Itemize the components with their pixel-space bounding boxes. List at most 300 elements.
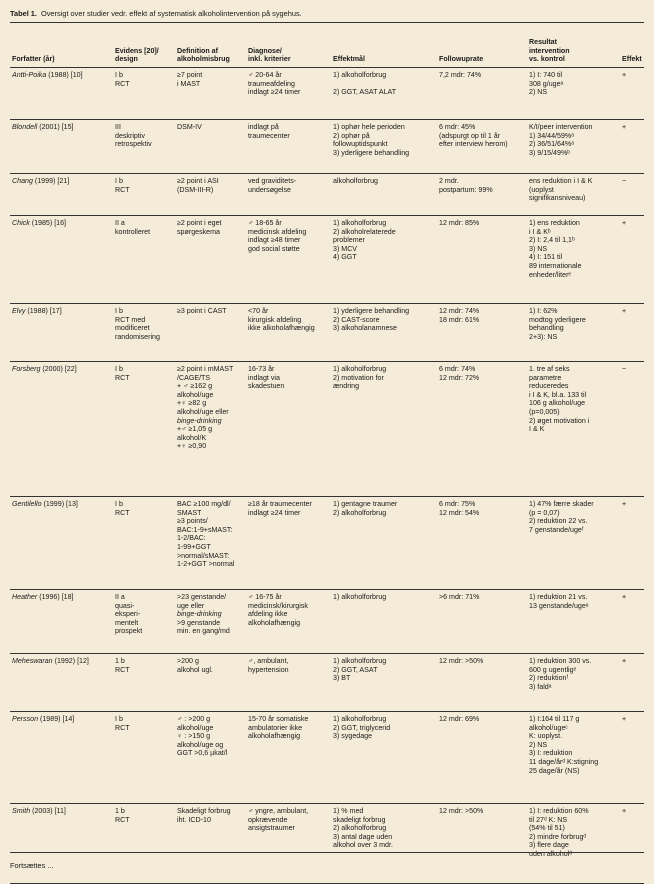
cell-line: i I & Kᵇ [529, 227, 551, 236]
cell-line: retrospektiv [115, 140, 152, 149]
cell-line: ≥2 point i mMAST [177, 365, 234, 373]
endpoints-cell [331, 120, 437, 174]
cell-line: 1) ens reduktion [529, 219, 580, 227]
cell-line: spørgeskema [177, 227, 220, 236]
author-cell [10, 68, 113, 120]
table-label: Tabel 1. [10, 9, 37, 18]
col-endpoints-header [331, 26, 437, 68]
studies-table [10, 26, 644, 884]
header-text: Effekt [622, 55, 642, 64]
cell-line: 1) 34/44/59%ᵃ [529, 131, 574, 140]
diagnosis-cell [246, 804, 331, 884]
effect-cell: ~ [620, 362, 644, 497]
followup-cell [437, 68, 527, 120]
cell-line: 1-99+GGT [177, 542, 211, 551]
cell-line: parametre [529, 373, 562, 382]
cell-line: alkohol/uge [177, 390, 214, 399]
cell-line: opkrævende [248, 815, 288, 824]
cell-line: 3) NS [529, 244, 548, 253]
diagnosis-cell [246, 497, 331, 590]
followup-cell [437, 804, 527, 884]
cell-line: +♀ ≥82 g [177, 399, 207, 408]
endpoints-cell [331, 590, 437, 654]
effect-cell: + [620, 68, 644, 120]
table-row [10, 712, 644, 804]
result-cell [527, 590, 620, 654]
cell-line: 2) GGT, triglycerid [333, 723, 391, 732]
cell-line: eksperi- [115, 610, 141, 619]
cell-line: postpartum: 99% [439, 185, 493, 194]
cell-line: 15-70 år somatiske [248, 715, 309, 723]
cell-line: RCT [115, 508, 130, 517]
cell-line: randomisering [115, 332, 160, 341]
cell-line: 7 genstande/ugeᶠ [529, 525, 584, 534]
cell-line: 12 mdr: 74% [439, 307, 480, 315]
col-result-header [527, 26, 620, 68]
cell-line: RCT [115, 373, 130, 382]
cell-line: uden alkoholᵈ [529, 849, 572, 858]
cell-line: SMAST [177, 508, 202, 517]
cell-line: i MAST [177, 79, 201, 88]
diagnosis-cell [246, 120, 331, 174]
author-cell [10, 120, 113, 174]
table-row [10, 362, 644, 497]
cell-line: 4) GGT [333, 253, 357, 262]
endpoints-cell [331, 497, 437, 590]
author-year-ref: (1988) [17] [25, 307, 62, 315]
cell-line: traumeafdeling [248, 79, 295, 88]
cell-line: <70 år [248, 307, 269, 315]
cell-line: followuptidspunkt [333, 140, 388, 149]
cell-line: I b [115, 307, 123, 315]
cell-line: I b [115, 715, 123, 723]
table-row [10, 174, 644, 216]
cell-line: ≥2 point i ASI [177, 177, 219, 185]
evidence-cell [113, 304, 175, 362]
author-year-ref: (1989) [14] [38, 715, 75, 723]
cell-line: ♀ : >150 g [177, 732, 211, 741]
cell-line: 6 mdr: 75% [439, 500, 476, 508]
followup-cell [437, 712, 527, 804]
author-name: Forsberg [12, 365, 41, 373]
cell-line: 3) faldᵃ [529, 682, 552, 691]
definition-cell [175, 362, 246, 497]
author-cell [10, 304, 113, 362]
author-name: Gentilello [12, 500, 42, 508]
cell-line: undersøgelse [248, 185, 291, 194]
header-text: Followuprate [439, 55, 484, 64]
table-row [10, 68, 644, 120]
cell-line: enheder/literᵉ [529, 270, 572, 279]
cell-line: alkohol/uge og [177, 740, 224, 749]
cell-line: 1 b [115, 657, 125, 665]
cell-line: 12 mdr: 54% [439, 508, 480, 517]
cell-line: II a [115, 219, 125, 227]
effect-cell: + [620, 497, 644, 590]
diagnosis-cell [246, 712, 331, 804]
cell-line: binge-drinking [177, 610, 222, 619]
evidence-cell [113, 174, 175, 216]
cell-line: RCT [115, 79, 130, 88]
author-year-ref: (1985) [16] [29, 219, 67, 227]
effect-cell: − [620, 174, 644, 216]
author-cell [10, 497, 113, 590]
cell-line: alkohol ugl. [177, 665, 213, 674]
cell-line: DSM-IV [177, 123, 202, 131]
author-name: Meheswaran [12, 657, 53, 665]
definition-cell [175, 120, 246, 174]
cell-line: ♂ : >200 g [177, 715, 211, 723]
cell-line: kontrolleret [115, 227, 151, 236]
cell-line: 7,2 mdr: 74% [439, 71, 482, 79]
cell-line: alkohol/ugeᶜ [529, 723, 568, 732]
author-name: Antti-Poika [12, 71, 47, 79]
cell-line: ansigtstraumer [248, 824, 295, 833]
cell-line: god social støtte [248, 244, 300, 253]
cell-line: 1) I: 62% [529, 307, 558, 315]
followup-cell [437, 362, 527, 497]
cell-line: 1) alkoholforbrug [333, 71, 387, 79]
cell-line: 12 mdr: 85% [439, 219, 480, 227]
endpoints-cell [331, 174, 437, 216]
cell-line: 1) alkoholforbrug [333, 657, 387, 665]
table-caption [10, 9, 302, 18]
cell-line: ♂, ambulant, [248, 657, 289, 665]
cell-line: 12 mdr: 69% [439, 715, 480, 723]
cell-line: ens reduktion i I & K [529, 177, 593, 185]
cell-line: ikke alkoholafhængig [248, 324, 315, 333]
cell-line: RCT [115, 665, 130, 674]
col-effect-header [620, 26, 644, 68]
cell-line: ændring [333, 382, 360, 391]
result-cell [527, 174, 620, 216]
cell-line: 1) alkoholforbrug [333, 219, 387, 227]
top-rule [10, 22, 644, 23]
cell-line: >9 genstande [177, 618, 221, 627]
endpoints-cell [331, 304, 437, 362]
followup-cell [437, 304, 527, 362]
author-cell [10, 712, 113, 804]
definition-cell [175, 304, 246, 362]
table-row [10, 216, 644, 304]
cell-line: modtog yderligere [529, 315, 586, 324]
header-text: Definition af [177, 46, 218, 55]
cell-line: 3) flere dage [529, 841, 569, 850]
cell-line: modificeret [115, 324, 150, 333]
header-text: Diagnose/ [248, 46, 282, 55]
endpoints-cell [331, 712, 437, 804]
cell-line: 1) alkoholforbrug [333, 593, 387, 601]
header-text: alkoholmisbrug [177, 55, 230, 64]
cell-line: (DSM-III-R) [177, 185, 214, 194]
cell-line: >200 g [177, 657, 199, 665]
cell-line: 2) GGT, ASAT [333, 665, 378, 674]
cell-line: ≥3 point i CAST [177, 307, 227, 315]
cell-line: >23 genstande/ [177, 593, 227, 601]
definition-cell [175, 804, 246, 884]
cell-line: (54% til 51) [529, 824, 565, 833]
cell-line: I & K [529, 425, 545, 434]
author-year-ref: (1999) [13] [41, 500, 78, 508]
cell-line: (uoplyst [529, 185, 554, 194]
cell-line: kirurgisk afdeling [248, 315, 302, 324]
cell-line: ♂ 18-65 år [248, 219, 282, 227]
cell-line: 1) ophør hele perioden [333, 123, 405, 131]
cell-line: 2) 36/51/64%ᵃ [529, 140, 574, 149]
evidence-cell [113, 216, 175, 304]
cell-line: ≥2 point i eget [177, 219, 222, 227]
result-cell [527, 654, 620, 712]
author-name: Elvy [12, 307, 26, 315]
cell-line: ♂ 16-75 år [248, 593, 282, 601]
cell-line: ≥3 points/ [177, 517, 208, 526]
cell-line: 13 genstande/ugeᵃ [529, 601, 589, 610]
cell-line: 1-2/BAC: [177, 534, 206, 543]
cell-line: 12 mdr: >50% [439, 657, 484, 665]
cell-line: 1) yderligere behandling [333, 307, 410, 315]
cell-line: 308 g/ugeᵃ [529, 79, 564, 88]
cell-line: BAC:1-9+sMAST: [177, 525, 233, 534]
diagnosis-cell [246, 216, 331, 304]
header-text: inkl. kriterier [248, 55, 291, 64]
cell-line: III [115, 123, 121, 131]
author-year-ref: (2000) [22] [40, 365, 77, 373]
author-year-ref: (2001) [15] [37, 123, 74, 131]
author-cell [10, 216, 113, 304]
cell-line: 2) øget motivation i [529, 416, 590, 425]
cell-line: 1) reduktion 21 vs. [529, 593, 588, 601]
cell-line: 2) alkoholrelaterede [333, 227, 396, 236]
cell-line: indlagt på [248, 123, 279, 131]
cell-line: 1) % med [333, 807, 364, 815]
cell-line: 1) I: 740 til [529, 71, 563, 79]
cell-line: i I & K, bl.a. 133 til [529, 390, 587, 399]
cell-line: 1) 47% færre skader [529, 500, 594, 508]
cell-line: 1) I: reduktion 60% [529, 807, 589, 815]
cell-line: mentelt [115, 618, 139, 627]
cell-line: binge-drinking [177, 416, 222, 425]
cell-line: alkohol/uge [177, 723, 214, 732]
author-year-ref: (2003) [11] [30, 807, 66, 815]
col-definition-header [175, 26, 246, 68]
author-name: Smith [12, 807, 31, 815]
cell-line: 11 dage/årᵈ K:stigning [529, 757, 599, 766]
author-year-ref: (1999) [21] [32, 177, 70, 185]
effect-cell: + [620, 654, 644, 712]
cell-line: ♂ yngre, ambulant, [248, 807, 309, 815]
cell-line: K/I/peer intervention [529, 123, 593, 131]
result-cell [527, 120, 620, 174]
header-text: Evidens [20]/ [115, 46, 159, 55]
cell-line: I b [115, 500, 123, 508]
effect-cell: + [620, 216, 644, 304]
cell-line: 25 dage/år (NS) [529, 766, 580, 775]
table-title: Oversigt over studier vedr. effekt af systematisk alkoholintervention på sygehus. [40, 9, 302, 18]
cell-line: +♀ ≥0,90 [177, 442, 207, 451]
header-text: vs. kontrol [529, 55, 565, 64]
cell-line: RCT [115, 185, 130, 194]
cell-line: 2) reduktion 22 vs. [529, 517, 588, 526]
cell-line: I b [115, 365, 123, 373]
cell-line: GGT >0,6 µkat/l [177, 749, 228, 758]
cell-line: 2) GGT, ASAT ALAT [333, 88, 397, 97]
table-body [10, 68, 644, 884]
cell-line: 2) NS [529, 88, 548, 97]
cell-line: ♂ 20-64 år [248, 71, 282, 79]
table-row [10, 654, 644, 712]
cell-line: 3) MCV [333, 244, 358, 253]
author-year-ref: (1996) [18] [37, 593, 74, 601]
cell-line: indlagt ≥48 timer [248, 236, 301, 245]
cell-line: 1) I:164 til 117 g [529, 715, 580, 723]
cell-line: (p=0,005) [529, 407, 560, 416]
effect-cell: + [620, 804, 644, 884]
evidence-cell [113, 362, 175, 497]
author-name: Heather [12, 593, 38, 601]
cell-line: 3) alkoholanamnese [333, 324, 397, 333]
cell-line: traumecenter [248, 131, 290, 140]
cell-line: 16-73 år [248, 365, 275, 373]
definition-cell [175, 590, 246, 654]
col-followup-header [437, 26, 527, 68]
col-evidence-header [113, 26, 175, 68]
cell-line: til 27ᵈ K: NS [529, 815, 568, 824]
cell-line: 1. tre af seks [529, 365, 570, 373]
endpoints-cell [331, 216, 437, 304]
cell-line: 1-2+GGT >normal [177, 560, 235, 569]
header-text: design [115, 55, 138, 64]
cell-line: alkoholforbrug [333, 177, 378, 185]
definition-cell [175, 216, 246, 304]
cell-line: efter interview herom) [439, 140, 508, 149]
diagnosis-cell [246, 654, 331, 712]
cell-line: Skadeligt forbrug [177, 807, 231, 815]
cell-line: (p = 0,07) [529, 508, 560, 517]
cell-line: 2) CAST-score [333, 315, 380, 324]
followup-cell [437, 120, 527, 174]
cell-line: 2) alkoholforbrug [333, 508, 387, 517]
cell-line: 3) sygedage [333, 732, 373, 741]
header-text: Effektmål [333, 55, 365, 64]
cell-line: min. en gang/md [177, 627, 230, 636]
cell-line: deskriptiv [115, 131, 145, 140]
effect-cell: + [620, 304, 644, 362]
followup-cell [437, 654, 527, 712]
endpoints-cell [331, 362, 437, 497]
definition-cell [175, 174, 246, 216]
author-name: Chang [12, 177, 33, 185]
definition-cell [175, 712, 246, 804]
cell-line: alkoholafhængig [248, 732, 301, 741]
cell-line: >6 mdr: 71% [439, 593, 480, 601]
col-author-header [10, 26, 113, 68]
cell-line: 89 internationale [529, 261, 582, 270]
cell-line [333, 80, 435, 89]
cell-line: /CAGE/TS [177, 373, 211, 382]
cell-line: alkohol/K [177, 433, 207, 442]
header-text: Forfatter (år) [12, 55, 55, 64]
cell-line: + ♂ ≥162 g [177, 382, 213, 391]
endpoints-cell [331, 68, 437, 120]
evidence-cell [113, 68, 175, 120]
author-cell [10, 174, 113, 216]
cell-line: signifikansniveau) [529, 194, 586, 203]
cell-line: prospekt [115, 627, 143, 636]
cell-line: alkohol/uge eller [177, 407, 229, 416]
cell-line: problemer [333, 236, 365, 245]
cell-line: alkohol over 3 mdr. [333, 841, 393, 850]
cell-line: 12 mdr: >50% [439, 807, 484, 815]
cell-line: uge eller [177, 601, 205, 610]
definition-cell [175, 497, 246, 590]
cell-line: reduceredes [529, 382, 569, 391]
followup-cell [437, 174, 527, 216]
result-cell [527, 362, 620, 497]
diagnosis-cell [246, 590, 331, 654]
cell-line: 3) BT [333, 674, 351, 683]
cell-line: 2) ophør på [333, 131, 370, 140]
table-row [10, 804, 644, 884]
cell-line: I b [115, 177, 123, 185]
cell-line: afdeling ikke [248, 610, 288, 619]
followup-cell [437, 497, 527, 590]
cell-line: 12 mdr: 72% [439, 373, 480, 382]
cell-line: +♂ ≥1,05 g [177, 425, 213, 434]
cell-line: 1) gentagne traumer [333, 500, 398, 508]
cell-line: ≥18 år traumecenter [248, 500, 312, 508]
bottom-rule [10, 852, 644, 853]
cell-line: 600 g ugentligᵉ [529, 665, 577, 674]
table-row [10, 590, 644, 654]
cell-line: BAC ≥100 mg/dl/ [177, 500, 231, 508]
cell-line: alkoholafhængig [248, 618, 301, 627]
evidence-cell [113, 590, 175, 654]
cell-line: indlagt ≥24 timer [248, 88, 301, 97]
cell-line: 6 mdr: 45% [439, 123, 476, 131]
cell-line: (adspurgt op til 1 år [439, 131, 501, 140]
diagnosis-cell [246, 68, 331, 120]
cell-line: skadestuen [248, 382, 285, 391]
table-row [10, 120, 644, 174]
effect-cell: + [620, 120, 644, 174]
cell-line: ≥7 point [177, 71, 203, 79]
header-text: Resultat [529, 38, 557, 47]
cell-line: 3) yderligere behandling [333, 148, 410, 157]
effect-cell: + [620, 712, 644, 804]
endpoints-cell [331, 654, 437, 712]
table-row [10, 497, 644, 590]
cell-line: 3) 9/15/49%ᵇ [529, 148, 570, 157]
evidence-cell [113, 712, 175, 804]
result-cell [527, 804, 620, 884]
author-year-ref: (1988) [10] [46, 71, 83, 79]
cell-line: 1) alkoholforbrug [333, 365, 387, 373]
evidence-cell [113, 120, 175, 174]
header-text: intervention [529, 46, 570, 55]
author-year-ref: (1992) [12] [52, 657, 89, 665]
col-diagnosis-header [246, 26, 331, 68]
cell-line: 4) I: 151 til [529, 253, 563, 262]
cell-line: 2) NS [529, 740, 548, 749]
author-name: Persson [12, 715, 39, 723]
cell-line: indlagt ≥24 timer [248, 508, 301, 517]
diagnosis-cell [246, 362, 331, 497]
cell-line: 2) I: 2,4 til 1,1ᵇ [529, 236, 575, 245]
diagnosis-cell [246, 304, 331, 362]
cell-line: 3) antal dage uden [333, 832, 393, 841]
cell-line: medicinsk/kirurgisk [248, 601, 308, 610]
result-cell [527, 216, 620, 304]
